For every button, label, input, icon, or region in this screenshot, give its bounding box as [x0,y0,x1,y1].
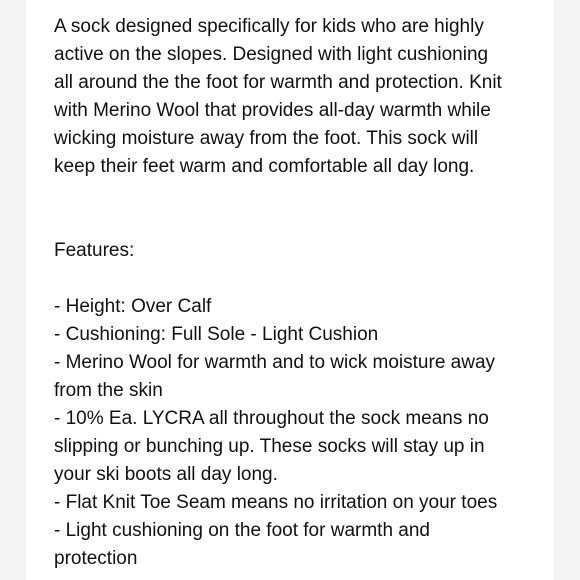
feature-line: your ski boots all day long. [54,464,278,485]
feature-line: - Cushioning: Full Sole - Light Cushion [54,324,379,345]
feature-line: - Merino Wool for warmth and to wick moisture away [54,352,496,373]
paragraph-spacer [54,181,534,237]
paragraph-spacer [54,265,534,293]
description-line: all around the the foot for warmth and protection. Knit [54,72,502,93]
feature-line: slipping or bunching up. These socks will stay up in [54,436,485,457]
description-line: wicking moisture away from the foot. This sock will [54,128,479,149]
feature-line: - 10% Ea. LYCRA all throughout the sock means no [54,408,489,429]
description-line: A sock designed specifically for kids who are highly [54,16,484,37]
description-line: keep their feet warm and comfortable all day long. [54,156,475,177]
feature-line: - Height: Over Calf [54,296,212,317]
description-line: with Merino Wool that provides all-day warmth while [54,100,491,121]
product-description-text [54,13,534,573]
product-description-panel [26,0,554,580]
feature-line: protection [54,548,138,569]
feature-line: from the skin [54,380,163,401]
features-heading: Features: [54,240,135,261]
description-line: active on the slopes. Designed with light cushioning [54,44,489,65]
feature-line: - Light cushioning on the foot for warmth and [54,520,431,541]
feature-line: - Flat Knit Toe Seam means no irritation on your toes [54,492,498,513]
